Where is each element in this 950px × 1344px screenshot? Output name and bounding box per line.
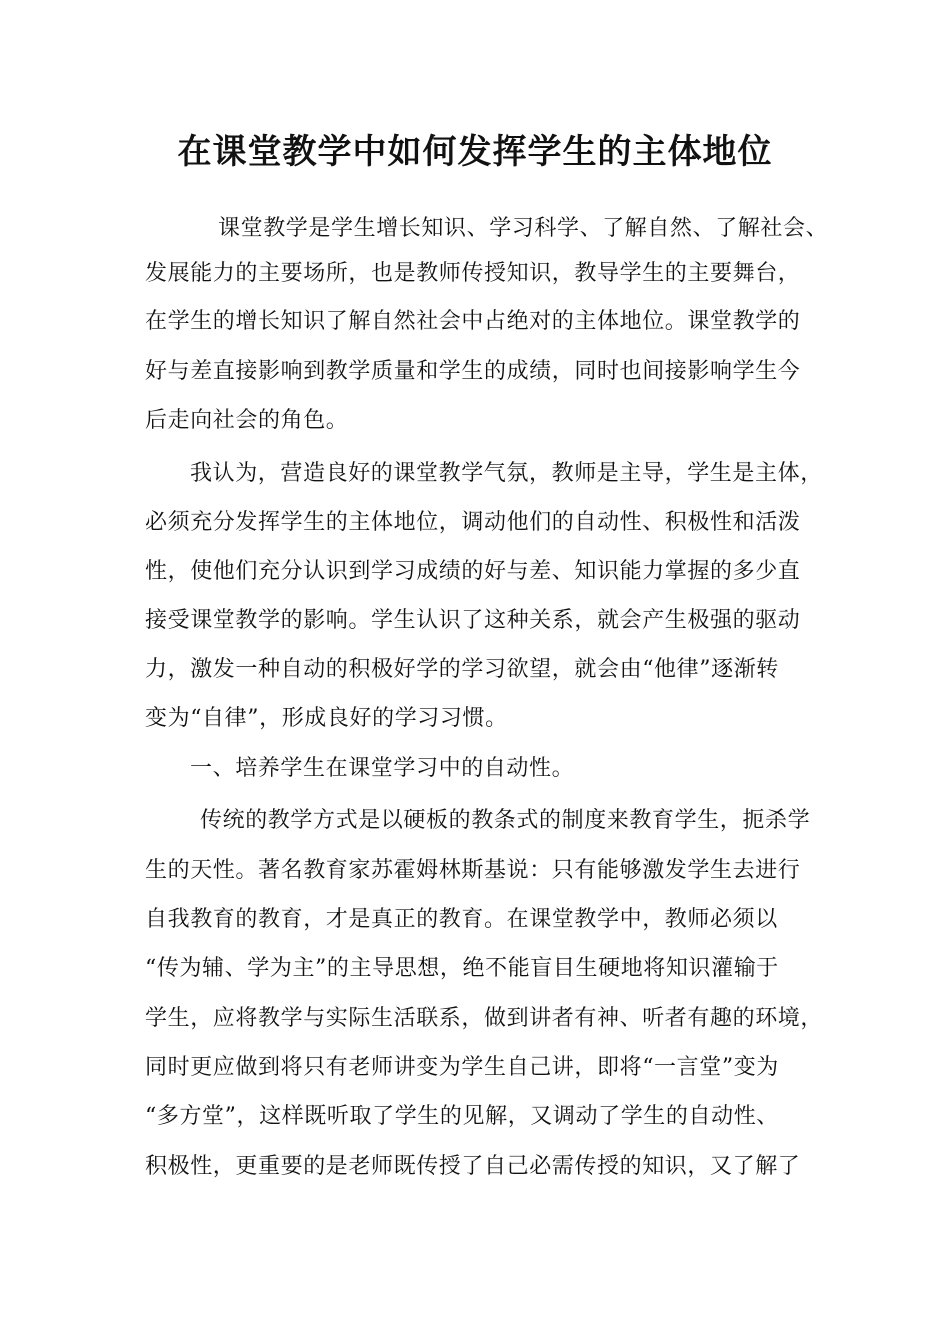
body-line: 后走向社会的角色。 xyxy=(145,408,349,433)
body-line: 接受课堂教学的影响。学生认识了这种关系，就会产生极强的驱动 xyxy=(145,608,801,633)
body-line: “多方堂”，这样既听取了学生的见解，又调动了学生的自动性、 xyxy=(145,1104,779,1129)
body-line: 传统的教学方式是以硬板的教条式的制度来教育学生，扼杀学 xyxy=(200,808,811,833)
body-line: 学生，应将教学与实际生活联系，做到讲者有神、听者有趣的环境， xyxy=(145,1006,824,1031)
body-line: 性，使他们充分认识到学习成绩的好与差、知识能力掌握的多少直 xyxy=(145,559,801,584)
body-line: 生的天性。著名教育家苏霍姆林斯基说：只有能够激发学生去进行 xyxy=(145,858,801,883)
body-line: 同时更应做到将只有老师讲变为学生自己讲，即将“一言堂”变为 xyxy=(145,1055,779,1080)
body-line: 好与差直接影响到教学质量和学生的成绩，同时也间接影响学生今 xyxy=(145,359,801,384)
body-line: “传为辅、学为主”的主导思想，绝不能盲目生硬地将知识灌输于 xyxy=(145,956,779,981)
body-line: 积极性，更重要的是老师既传授了自己必需传授的知识，又了解了 xyxy=(145,1154,801,1179)
body-line: 必须充分发挥学生的主体地位，调动他们的自动性、积极性和活泼 xyxy=(145,510,801,535)
document-title: 在课堂教学中如何发挥学生的主体地位 xyxy=(177,132,773,172)
body-line: 发展能力的主要场所，也是教师传授知识，教导学生的主要舞台， xyxy=(145,261,801,286)
body-line: 力，激发一种自动的积极好学的学习欲望，就会由“他律”逐渐转 xyxy=(145,657,779,682)
body-line: 课堂教学是学生增长知识、学习科学、了解自然、了解社会、 xyxy=(218,216,829,241)
body-line: 自我教育的教育，才是真正的教育。在课堂教学中，教师必须以 xyxy=(145,907,778,932)
section-heading: 一、培养学生在课堂学习中的自动性。 xyxy=(190,756,575,781)
body-line: 变为“自律”，形成良好的学习习惯。 xyxy=(145,706,508,731)
body-line: 我认为，营造良好的课堂教学气氛，教师是主导，学生是主体， xyxy=(190,461,823,486)
body-line: 在学生的增长知识了解自然社会中占绝对的主体地位。课堂教学的 xyxy=(145,309,801,334)
